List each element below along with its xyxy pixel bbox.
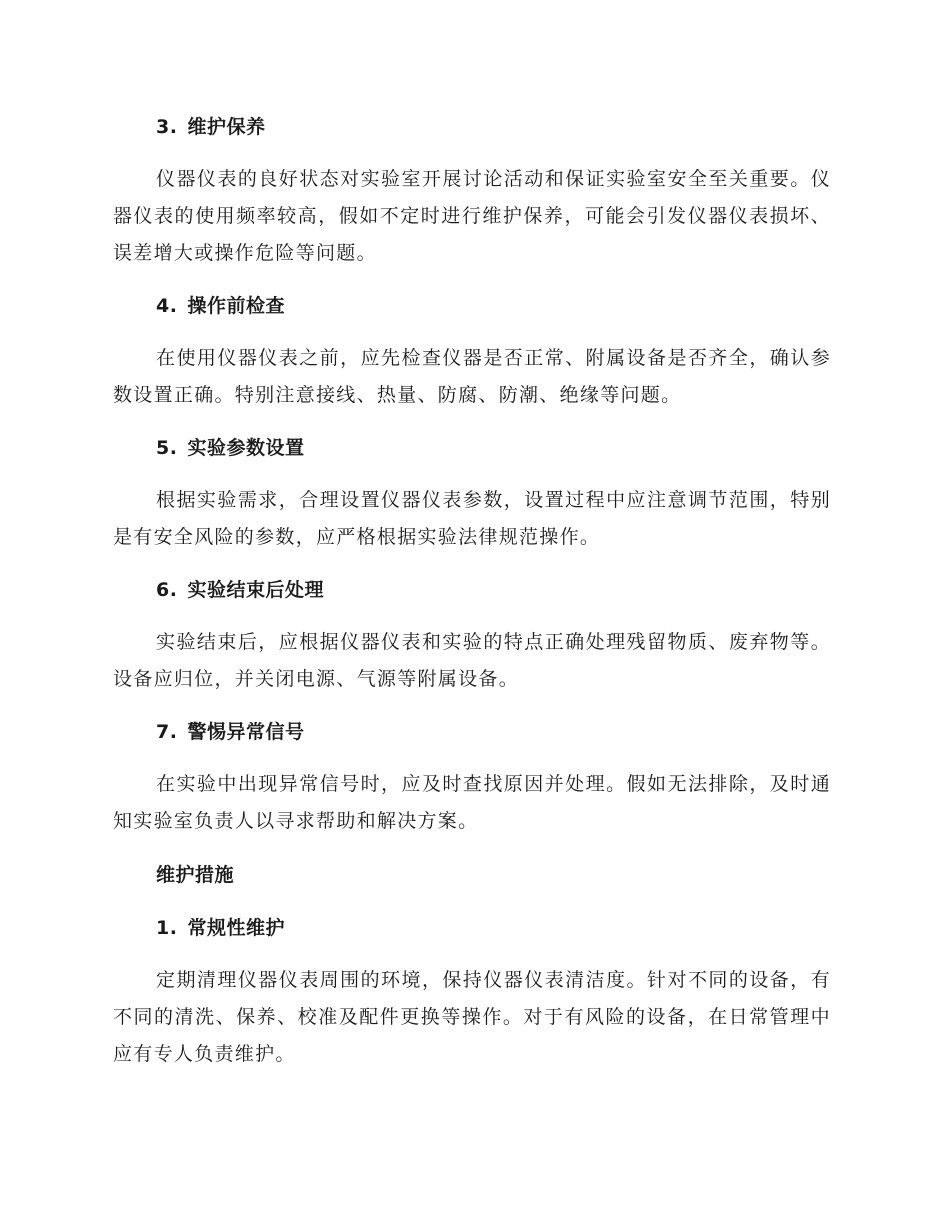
section-3-heading [156,115,265,139]
section-3-number: 3. [156,116,178,138]
section-6-number: 6. [156,579,178,601]
section-5-number: 5. [156,437,178,459]
maintenance-item-1-number: 1. [156,917,178,939]
maintenance-item-1-paragraph: 定期清理仪器仪表周围的环境，保持仪器仪表清洁度。针对不同的设备，有不同的清洗、保养、校准及配件更换等操作。对于有风险的设备，在日常管理中应有专人负责维护。 [113,969,831,1065]
section-4-title: 操作前检查 [187,295,285,317]
section-6-title: 实验结束后处理 [187,579,324,601]
section-7-heading [156,720,304,744]
section-7-number: 7. [156,721,178,743]
section-7-paragraph: 在实验中出现异常信号时，应及时查找原因并处理。假如无法排除，及时通知实验室负责人以寻求帮助和解决方案。 [113,773,831,832]
section-4-number: 4. [156,295,178,317]
maintenance-item-1-heading [156,916,285,940]
section-7-title: 警惕异常信号 [187,721,305,743]
section-3-paragraph: 仪器仪表的良好状态对实验室开展讨论活动和保证实验室安全至关重要。仪器仪表的使用频率较高，假如不定时进行维护保养，可能会引发仪器仪表损坏、误差增大或操作危险等问题。 [113,168,831,264]
section-6-paragraph: 实验结束后，应根据仪器仪表和实验的特点正确处理残留物质、废弃物等。设备应归位，并关闭电源、气源等附属设备。 [113,631,831,690]
section-4-paragraph: 在使用仪器仪表之前，应先检查仪器是否正常、附属设备是否齐全，确认参数设置正确。特别注意接线、热量、防腐、防潮、绝缘等问题。 [113,347,831,406]
section-4-heading [156,294,285,318]
section-5-title: 实验参数设置 [187,437,305,459]
section-5-paragraph: 根据实验需求，合理设置仪器仪表参数，设置过程中应注意调节范围，特别是有安全风险的参数，应严格根据实验法律规范操作。 [113,489,831,548]
maintenance-heading: 维护措施 [156,864,235,886]
section-5-heading [156,436,304,460]
maintenance-item-1-title: 常规性维护 [187,917,285,939]
section-6-heading [156,578,324,602]
section-3-title: 维护保养 [187,116,266,138]
